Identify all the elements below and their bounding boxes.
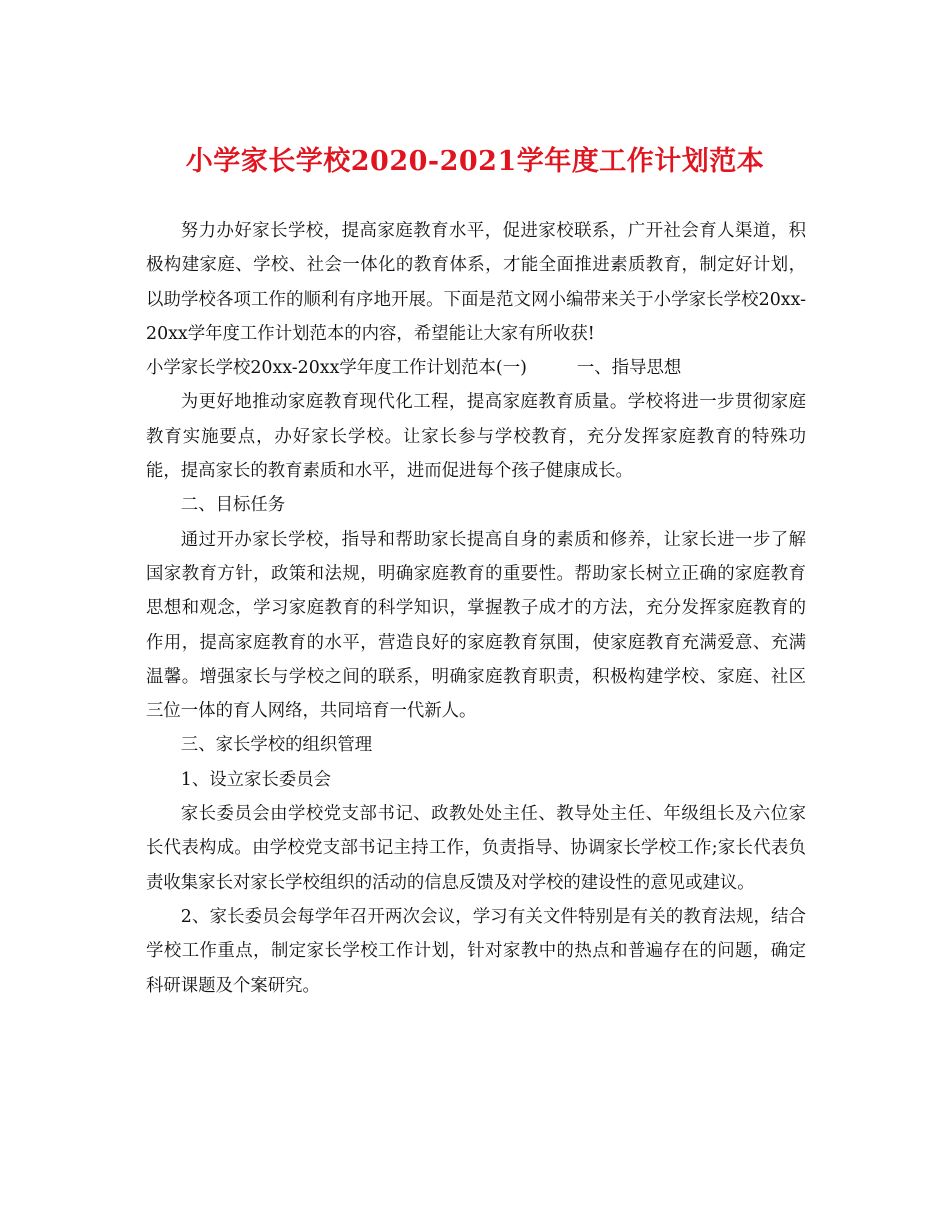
intro-paragraph: 努力办好家长学校，提高家庭教育水平，促进家校联系，广开社会育人渠道，积极构建家庭、学校、社会一体化的教育体系，才能全面推进素质教育，制定好计划，以助学校各项工作的顺利有序地开展。下面是范文网小编带来关于小学家长学校20xx-20xx学年度工作计划范本的内容，希望能让大家有所收获! [146,221,806,344]
subsection1-heading: 1、设立家长委员会 [180,769,331,790]
section2-paragraph: 通过开办家长学校，指导和帮助家长提高自身的素质和修养，让家长进一步了解国家教育方针，政策和法规，明确家庭教育的重要性。帮助家长树立正确的家庭教育思想和观念，学习家庭教育的科学知识，掌握教子成才的方法，充分发挥家庭教育的作用，提高家庭教育的水平，营造良好的家庭教育氛围，使家庭教育充满爱意、充满温馨。增强家长与学校之间的联系，明确家庭教育职责，积极构建学校、家庭、社区三位一体的育人网络，共同培育一代新人。 [146,529,806,722]
document-body [146,214,806,1003]
document-title: 小学家长学校2020-2021学年度工作计划范本 [185,146,765,177]
section1-heading: 一、指导思想 [576,358,682,379]
sample-heading: 小学家长学校20xx-20xx学年度工作计划范本(一) [146,358,527,379]
sample-heading-line [146,351,806,385]
section3-heading: 三、家长学校的组织管理 [180,735,373,756]
subsection2-paragraph: 2、家长委员会每学年召开两次会议，学习有关文件特别是有关的教育法规，结合学校工作重点，制定家长学校工作计划，针对家教中的热点和普遍存在的问题，确定科研课题及个案研究。 [146,906,806,996]
section1-paragraph: 为更好地推动家庭教育现代化工程，提高家庭教育质量。学校将进一步贯彻家庭教育实施要点，办好家长学校。让家长参与学校教育，充分发挥家庭教育的特殊功能，提高家长的教育素质和水平，进而促进每个孩子健康成长。 [146,392,806,482]
section2-heading: 二、目标任务 [180,495,286,516]
subsection1-paragraph: 家长委员会由学校党支部书记、政教处处主任、教导处主任、年级组长及六位家长代表构成。由学校党支部书记主持工作，负责指导、协调家长学校工作;家长代表负责收集家长对家长学校组织的活动的信息反馈及对学校的建设性的意见或建议。 [146,804,806,893]
